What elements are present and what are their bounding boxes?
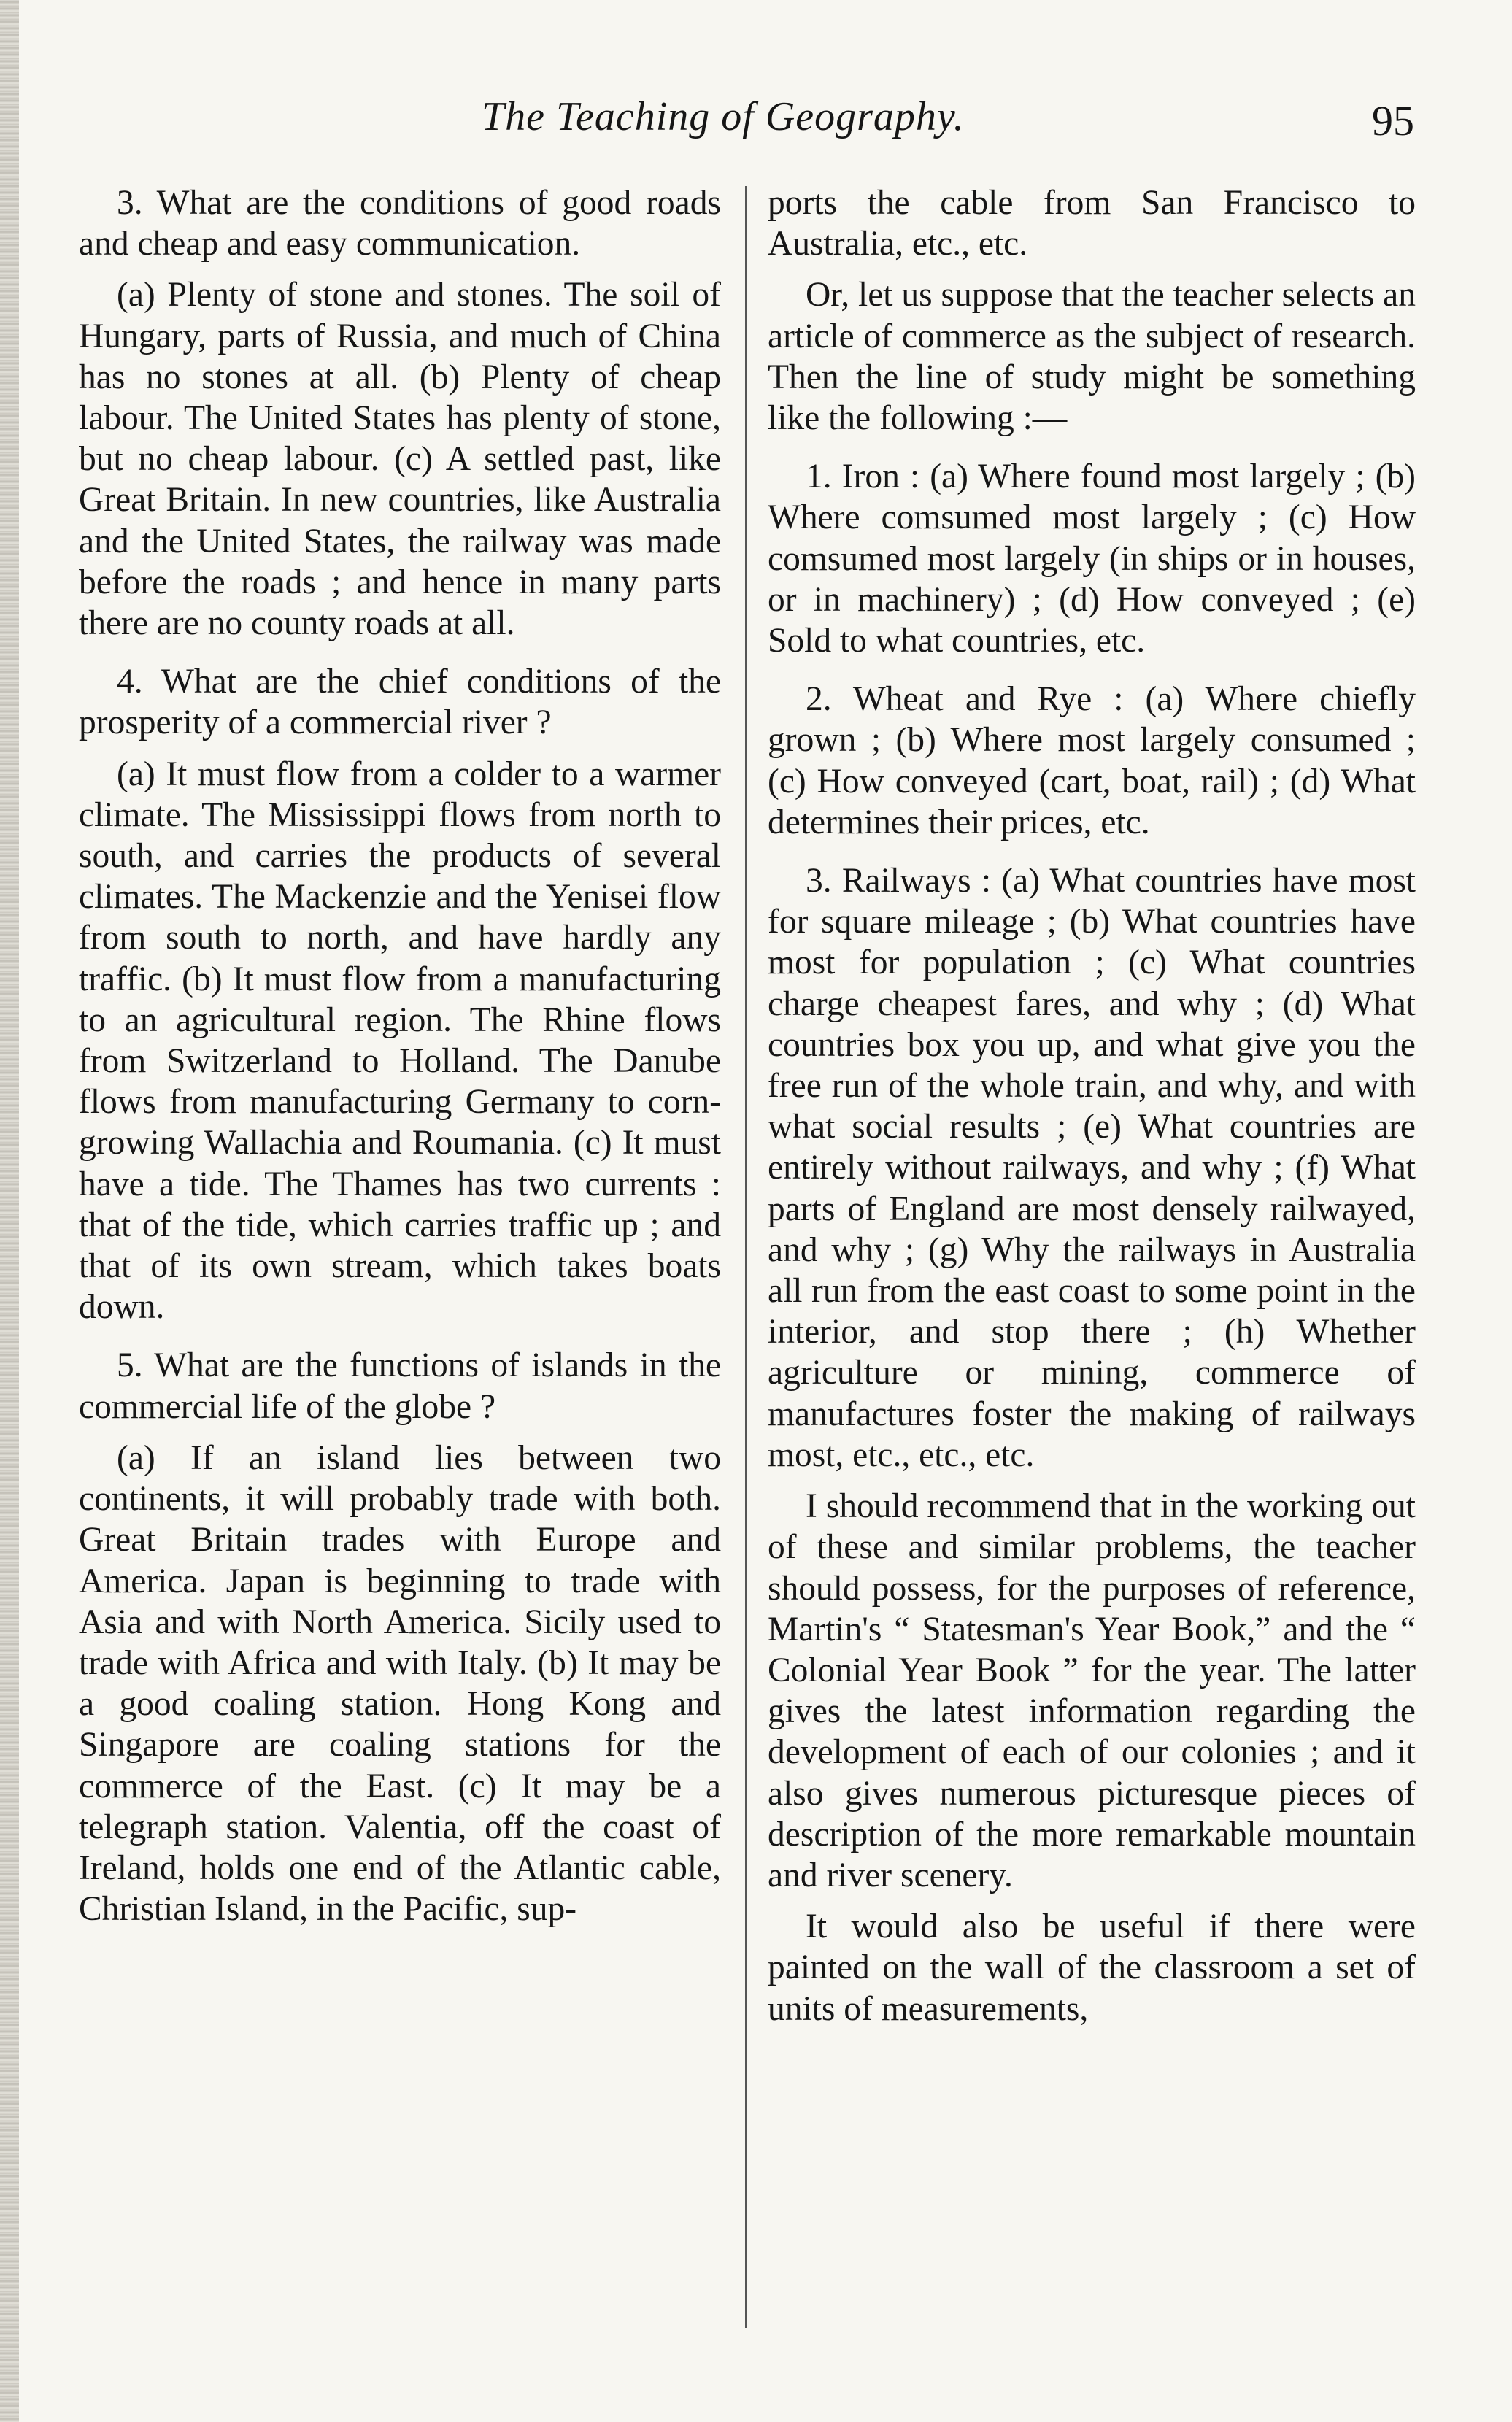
left-column xyxy=(79,182,721,1940)
running-title: The Teaching of Geography. xyxy=(482,94,965,139)
page-header xyxy=(73,93,1445,152)
book-spine-edge xyxy=(0,0,19,2422)
column-divider xyxy=(745,186,747,2328)
item-iron: 1. Iron : (a) Where found most largely ; (b) Where comsumed most largely ; (c) How comsumed most largely (in ships or in houses, or in machinery) ; (d) How conveyed ; (e) Sold to what countries, etc. xyxy=(768,458,1416,660)
item-railways: 3. Railways : (a) What countries have most for square mileage ; (b) What countries have most for population ; (c) What countries charge cheapest fares, and why ; (d) What countries box you up, and what give you the free run of the whole train, and why, and with what social results ; (e) What countries are entirely without railways, and why ; (f) What parts of England are most densely railwayed, and why ; (g) Why the railways in Australia all run from the east coast to some point in the interior, and stop there ; (h) Whether agriculture or mining, commerce of manufactures foster the making of railways most, etc., etc., etc. xyxy=(768,862,1416,1474)
item-wheat-rye: 2. Wheat and Rye : (a) Where chiefly grown ; (b) Where most largely consumed ; (c) How conveyed (cart, boat, rail) ; (d) What determines their prices, etc. xyxy=(768,680,1416,841)
question-4: 4. What are the chief conditions of the prosperity of a commercial river ? xyxy=(79,663,721,742)
answer-4: (a) It must flow from a colder to a warmer climate. The Mississippi flows from north to south, and carries the products of several climates. The Mackenzie and the Yenisei flow from south to north, and have hardly any traffic. (b) It must flow from a manufacturing to an agricultural region. The Rhine flows from Switzerland to Holland. The Danube flows from manufacturing Germany to corn-growing Wallachia and Roumania. (c) It must have a tide. The Thames has two currents : that of the tide, which carries traffic up ; and that of its own stream, which takes boats down. xyxy=(79,755,721,1327)
commerce-intro-paragraph: Or, let us suppose that the teacher selects an article of commerce as the subject of research. Then the line of study might be something like the following :— xyxy=(768,276,1416,438)
answer-3: (a) Plenty of stone and stones. The soil of Hungary, parts of Russia, and much of China has no stones at all. (b) Plenty of cheap labour. The United States has plenty of stone, but no cheap labour. (c) A settled past, like Great Britain. In new countries, like Australia and the United States, the railway was made before the roads ; and hence in many parts there are no county roads at all. xyxy=(79,276,721,643)
measurements-paragraph: It would also be useful if there were painted on the wall of the classroom a set of units of measurements, xyxy=(768,1908,1416,2028)
question-5: 5. What are the functions of islands in the commercial life of the globe ? xyxy=(79,1346,721,1426)
answer-5: (a) If an island lies between two continents, it will probably trade with both. Great Britain trades with Europe and America. Japan is beginning to trade with Asia and with North America. Sicily used to trade with Africa and with Italy. (b) It may be a good coaling station. Hong Kong and Singapore are coaling stations for the commerce of the East. (c) It may be a telegraph station. Valentia, off the coast of Ireland, holds one end of the Atlantic cable, Christian Island, in the Pacific, sup- xyxy=(79,1438,721,1929)
question-3: 3. What are the conditions of good roads and cheap and easy communication. xyxy=(79,184,721,263)
recommendation-paragraph: I should recommend that in the working out of these and similar problems, the teacher should possess, for the purposes of reference, Martin's “ Statesman's Year Book,” and the “ Colonial Year Book ” for the year. The latter gives the latest information regarding the development of each of our colonies ; and it also gives numerous picturesque pieces of description of the more remarkable mountain and river scenery. xyxy=(768,1487,1416,1894)
continuation-paragraph: ports the cable from San Francisco to Australia, etc., etc. xyxy=(768,184,1416,263)
page-number: 95 xyxy=(1372,97,1414,144)
right-column xyxy=(768,182,1416,2040)
